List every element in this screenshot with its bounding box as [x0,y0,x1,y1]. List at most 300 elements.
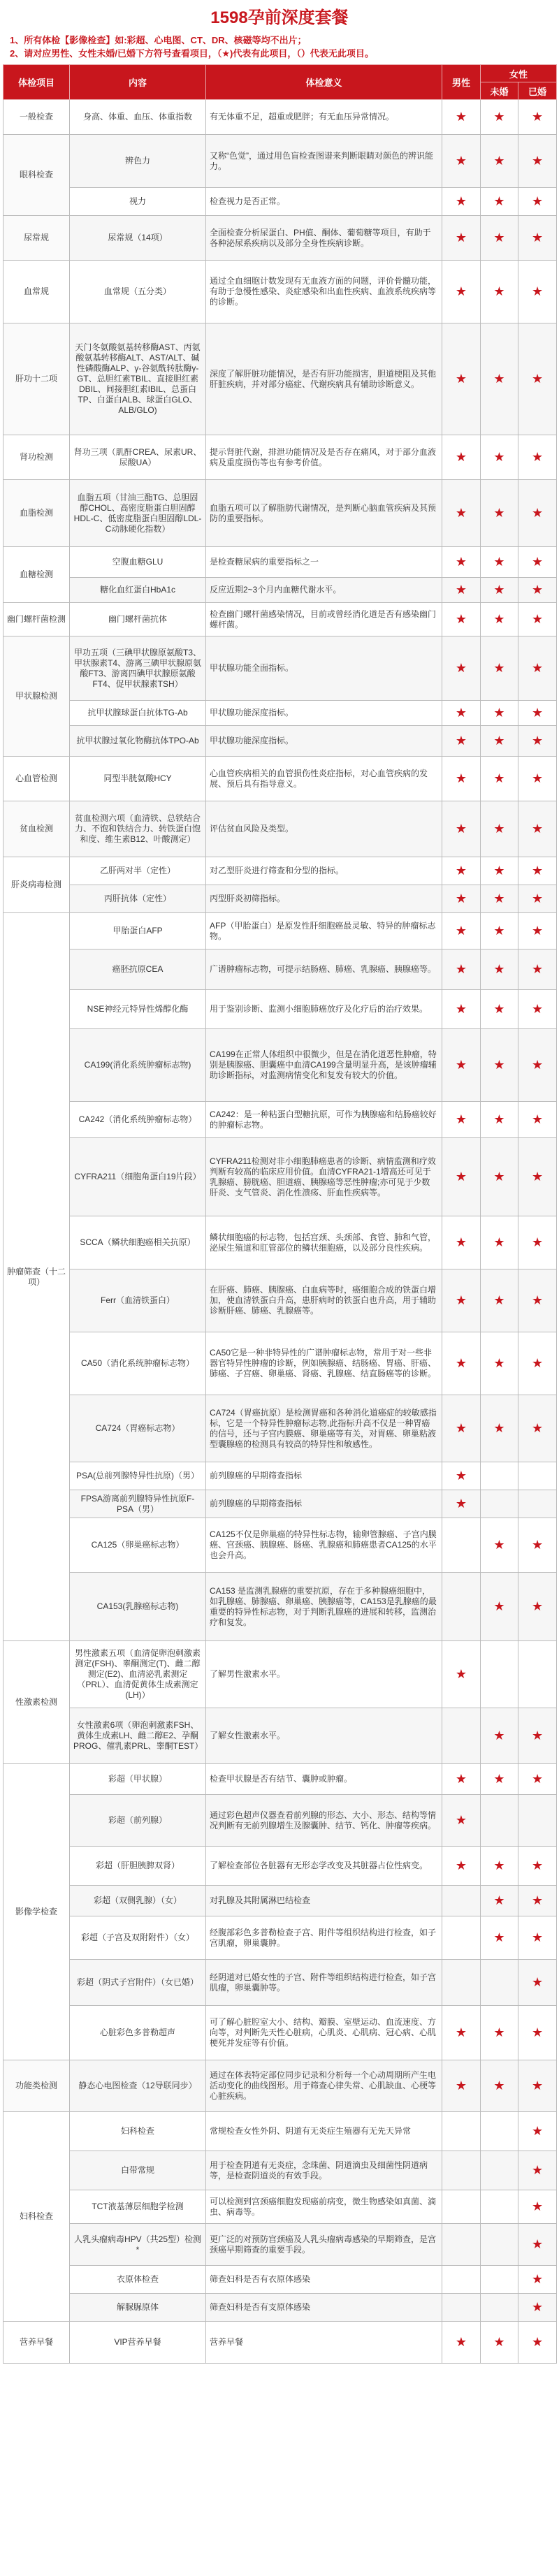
star-icon: ★ [518,1847,557,1886]
table-row [3,1518,557,1573]
star-icon: ★ [481,435,518,480]
category-cell: 一般检查 [3,100,70,135]
item-cell: 肾功三项（肌酐CREA、尿素UR、尿酸UA） [70,435,206,480]
star-icon: ★ [442,323,481,435]
table-row [3,2224,557,2266]
meaning-cell: 在肝癌、肺癌、胰腺癌、白血病等时，癌细胞合成的铁蛋白增加，使血清铁蛋白升高，患肝病时的铁蛋白也升高，用于辅助诊断肝癌、肺癌、乳腺癌等。 [206,1269,442,1332]
table-row [3,216,557,261]
meaning-cell: 丙型肝炎初筛指标。 [206,885,442,913]
meaning-cell: 用于检查阴道有无炎症，念珠菌、阴道滴虫及细菌性阴道病等，是检查阴道炎的有效手段。 [206,2151,442,2190]
table-row [3,636,557,701]
star-icon: ★ [518,885,557,913]
table-row [3,547,557,578]
table-row [3,1960,557,2006]
star-cell-male [442,2224,481,2266]
header-married: 已婚 [518,82,557,100]
meaning-cell: CA153 是监测乳腺癌的重要抗原，存在于多种腺癌细胞中，如乳腺癌、肺腺癌、卵巢癌、胰腺癌等，CA153是乳腺癌的最重要的特异性标志物，对于判断乳腺癌的进展和转移，监测治疗和复发。 [206,1573,442,1641]
star-icon: ★ [518,1216,557,1269]
category-cell: 妇科检查 [3,2112,70,2322]
table-row [3,913,557,949]
star-cell-female-married [518,1795,557,1847]
star-icon: ★ [442,2006,481,2060]
meaning-cell: AFP（甲胎蛋白）是原发性肝细胞癌最灵敏、特异的肿瘤标志物。 [206,913,442,949]
table-row [3,857,557,885]
note-1: 1、所有体检【影像检查】如:彩超、心电图、CT、DR、核磁等均不出片； [10,35,307,45]
table-row [3,757,557,801]
category-cell: 幽门螺杆菌检测 [3,603,70,636]
star-icon: ★ [518,801,557,857]
meaning-cell: 甲状腺功能深度指标。 [206,701,442,726]
table-row [3,1847,557,1886]
star-icon: ★ [481,480,518,547]
meaning-cell: 了解检查部位各脏器有无形态学改变及其脏器占位性病变。 [206,1847,442,1886]
star-cell-female-unmarried [481,1795,518,1847]
note-2: 2、请对应男性、女性未婚/已婚下方符号查看项目，（★)代表有此项目，（）代表无此项目。 [10,48,374,59]
item-cell: 女性激素6项（卵泡刺激素FSH、黄体生成素LH、雌二醇E2、孕酮PROG、催乳素PRL、睾酮TEST） [70,1708,206,1764]
table-row [3,1395,557,1462]
category-cell: 血脂检测 [3,480,70,547]
star-icon: ★ [442,913,481,949]
star-icon: ★ [442,435,481,480]
star-icon: ★ [481,1573,518,1641]
item-cell: NSE神经元特异性烯醇化酶 [70,990,206,1029]
star-icon: ★ [518,701,557,726]
star-icon: ★ [481,1395,518,1462]
meaning-cell: 经阴道对已婚女性的子宫、附件等组织结构进行检查，如子宫肌瘤，卵巢囊肿等。 [206,1960,442,2006]
meaning-cell: 广谱肿瘤标志物，可提示结肠癌、肺癌、乳腺癌、胰腺癌等。 [206,949,442,990]
table-row [3,1490,557,1518]
table-row [3,1641,557,1708]
star-icon: ★ [442,1764,481,1795]
category-cell: 肝功十二项 [3,323,70,435]
table-row [3,2294,557,2322]
star-icon: ★ [518,323,557,435]
category-cell: 贫血检测 [3,801,70,857]
star-icon: ★ [442,261,481,323]
star-icon: ★ [481,1518,518,1573]
item-cell: CA50（消化系统肿瘤标志物） [70,1332,206,1395]
star-icon: ★ [518,726,557,757]
header-female: 女性 [481,65,557,82]
item-cell: TCT液基薄层细胞学检测 [70,2190,206,2224]
star-icon: ★ [518,1029,557,1102]
star-cell-male [442,2112,481,2151]
star-icon: ★ [518,1102,557,1138]
star-icon: ★ [481,1886,518,1916]
item-cell: 男性激素五项（血清促卵泡刺激素测定(FSH)、睾酮测定(T)、雌二醇测定(E2)、血清泌乳素测定（PRL）、血清促黄体生成素测定(LH)） [70,1641,206,1708]
star-icon: ★ [481,1847,518,1886]
meaning-cell: CA50它是一种非特异性的广谱肿瘤标志物，常用于对一些非器官特异性肿瘤的诊断，例如胰腺癌、结肠癌、胃癌、肝癌、肺癌、子宫癌、卵巢癌、肾癌、乳腺癌、结直肠癌等的诊断。 [206,1332,442,1395]
star-icon: ★ [481,757,518,801]
table-row [3,701,557,726]
table-row [3,2190,557,2224]
star-icon: ★ [518,261,557,323]
star-icon: ★ [442,949,481,990]
item-cell: 甲胎蛋白AFP [70,913,206,949]
star-icon: ★ [518,949,557,990]
item-cell: 乙肝两对半（定性） [70,857,206,885]
item-cell: 抗甲状腺过氧化物酶抗体TPO-Ab [70,726,206,757]
category-cell: 眼科检查 [3,135,70,216]
star-cell-female-unmarried [481,1960,518,2006]
star-icon: ★ [518,1708,557,1764]
item-cell: 尿常规（14项） [70,216,206,261]
meaning-cell: 评估贫血风险及类型。 [206,801,442,857]
star-icon: ★ [442,1795,481,1847]
star-cell-female-unmarried [481,2112,518,2151]
star-icon: ★ [481,216,518,261]
table-row [3,1764,557,1795]
star-cell-female-unmarried [481,2151,518,2190]
item-cell: 彩超（肝胆胰脾双肾） [70,1847,206,1886]
star-icon: ★ [518,2322,557,2364]
star-icon: ★ [481,990,518,1029]
star-icon: ★ [442,1641,481,1708]
category-cell: 血常规 [3,261,70,323]
star-icon: ★ [518,578,557,603]
meaning-cell: 血脂五项可以了解脂肪代谢情况，是判断心脑血管疾病及其预防的重要指标。 [206,480,442,547]
table-row [3,2006,557,2060]
star-icon: ★ [518,2151,557,2190]
meaning-cell: 对乙型肝炎进行筛查和分型的指标。 [206,857,442,885]
star-icon: ★ [442,603,481,636]
meaning-cell: 又称“色觉”，通过用色盲检查图谱来判断眼睛对颜色的辨识能力。 [206,135,442,188]
star-icon: ★ [518,435,557,480]
table-row [3,1102,557,1138]
star-icon: ★ [481,2322,518,2364]
star-icon: ★ [442,1490,481,1518]
package-table [3,64,557,2364]
table-row [3,1029,557,1102]
header-content: 内容 [70,65,206,100]
item-cell: 糖化血红蛋白HbA1c [70,578,206,603]
star-icon: ★ [481,323,518,435]
star-icon: ★ [442,701,481,726]
star-icon: ★ [442,990,481,1029]
notes [3,32,556,64]
star-cell-female-married [518,1641,557,1708]
category-cell: 肝炎病毒检测 [3,857,70,913]
item-cell: 癌胚抗原CEA [70,949,206,990]
header-meaning: 体检意义 [206,65,442,100]
item-cell: CA125（卵巢癌标志物） [70,1518,206,1573]
star-icon: ★ [481,1916,518,1960]
category-cell: 营养早餐 [3,2322,70,2364]
star-cell-male [442,1573,481,1641]
star-icon: ★ [442,578,481,603]
star-icon: ★ [481,636,518,701]
meaning-cell: 通过在体表特定部位同步记录和分析每一个心动周期所产生电活动变化的曲线图形。用于筛查心律失常、心肌缺血、心梗等心脏疾病。 [206,2060,442,2112]
item-cell: 人乳头瘤病毒HPV（共25型）检测* [70,2224,206,2266]
table-row [3,1462,557,1490]
table-row [3,1886,557,1916]
star-icon: ★ [481,857,518,885]
category-cell: 甲状腺检测 [3,636,70,757]
item-cell: 辨色力 [70,135,206,188]
star-icon: ★ [518,1269,557,1332]
star-icon: ★ [481,726,518,757]
table-row [3,480,557,547]
meaning-cell: 通过全血细胞计数发现有无血液方面的问题，评价骨髓功能，有助于急慢性感染、炎症感染和出血性疾病、血液系统疾病等的诊断。 [206,261,442,323]
star-icon: ★ [481,2006,518,2060]
page-title: 1598孕前深度套餐 [210,8,349,27]
category-cell: 肾功检测 [3,435,70,480]
meaning-cell: CA724（胃癌抗原）是检测胃癌和各种消化道癌症的较敏感指标，它是一个特异性肿瘤标志物,此指标升高不仅是一种胃癌的信号，还与子宫内膜癌、卵巢癌等有关，对胃癌、卵巢粘液型囊腺癌的检测具有较高的特异性和敏感性。 [206,1395,442,1462]
star-icon: ★ [481,578,518,603]
star-icon: ★ [442,1395,481,1462]
star-cell-female-unmarried [481,2266,518,2294]
table-row [3,135,557,188]
meaning-cell: 反应近期2~3个月内血糖代谢水平。 [206,578,442,603]
item-cell: Ferr（血清铁蛋白） [70,1269,206,1332]
meaning-cell: CYFRA211检测对非小细胞肺癌患者的诊断、病情监测和疗效判断有较高的临床应用价值。血清CYFRA21-1增高还可见于乳腺癌、膀胱癌、胆道癌、胰腺癌等恶性肿瘤;亦可见于少数肝炎、支气管炎、消化性溃疡、肝血性疾病等。 [206,1138,442,1216]
star-icon: ★ [518,1332,557,1395]
meaning-cell: 有无体重不足，超重或肥胖；有无血压异常情况。 [206,100,442,135]
star-icon: ★ [442,480,481,547]
star-icon: ★ [518,2006,557,2060]
star-icon: ★ [442,100,481,135]
star-icon: ★ [442,188,481,216]
star-icon: ★ [442,1216,481,1269]
star-icon: ★ [518,1916,557,1960]
star-icon: ★ [442,636,481,701]
star-cell-female-married [518,1462,557,1490]
star-icon: ★ [481,603,518,636]
star-icon: ★ [442,2060,481,2112]
meaning-cell: 检查甲状腺是否有结节、囊肿或肿瘤。 [206,1764,442,1795]
star-icon: ★ [442,547,481,578]
star-icon: ★ [481,1708,518,1764]
header-male: 男性 [442,65,481,100]
meaning-cell: 检查幽门螺杆菌感染情况，目前或曾经消化道是否有感染幽门螺杆菌。 [206,603,442,636]
table-row [3,100,557,135]
table-row [3,1708,557,1764]
meaning-cell: CA242：是一种粘蛋白型糖抗原，可作为胰腺癌和结肠癌较好的肿瘤标志物。 [206,1102,442,1138]
item-cell: 幽门螺杆菌抗体 [70,603,206,636]
star-cell-male [442,1960,481,2006]
star-icon: ★ [518,216,557,261]
star-cell-male [442,1916,481,1960]
category-cell: 肿瘤筛查（十二项） [3,913,70,1641]
star-icon: ★ [518,100,557,135]
item-cell: 同型半胱氨酸HCY [70,757,206,801]
table-row [3,323,557,435]
star-icon: ★ [518,480,557,547]
table-row [3,2151,557,2190]
table-row [3,1795,557,1847]
meaning-cell: 是检查糖尿病的重要指标之一 [206,547,442,578]
item-cell: 彩超（双侧乳腺）（女） [70,1886,206,1916]
item-cell: 贫血检测六项（血清铁、总铁结合力、不饱和铁结合力、转铁蛋白饱和度、维生素B12、叶酸测定） [70,801,206,857]
star-icon: ★ [518,1764,557,1795]
table-row [3,885,557,913]
star-icon: ★ [518,1573,557,1641]
table-row [3,2266,557,2294]
star-icon: ★ [518,1395,557,1462]
star-icon: ★ [481,1102,518,1138]
star-icon: ★ [518,2060,557,2112]
star-cell-female-unmarried [481,2190,518,2224]
item-cell: 视力 [70,188,206,216]
item-cell: 衣原体检查 [70,2266,206,2294]
meaning-cell: CA199在正常人体组织中很微少，但是在消化道恶性肿瘤，特别是胰腺癌、胆囊癌中血清CA199含量明显升高，是该肿瘤辅助诊断指标，对监测病情变化和复发有较大的价值。 [206,1029,442,1102]
star-icon: ★ [518,135,557,188]
meaning-cell: 了解男性激素水平。 [206,1641,442,1708]
star-icon: ★ [481,801,518,857]
star-icon: ★ [442,135,481,188]
table-row [3,578,557,603]
star-icon: ★ [518,757,557,801]
item-cell: CA199(消化系统肿瘤标志物) [70,1029,206,1102]
star-icon: ★ [481,1332,518,1395]
meaning-cell: 了解女性激素水平。 [206,1708,442,1764]
star-icon: ★ [442,885,481,913]
meaning-cell: 筛查妇科是否有支原体感染 [206,2294,442,2322]
star-cell-male [442,1708,481,1764]
table-body [3,100,557,2364]
item-cell: PSA(总前列腺特异性抗原)（男） [70,1462,206,1490]
star-cell-female-unmarried [481,2224,518,2266]
star-icon: ★ [518,2294,557,2322]
meaning-cell: 可以检测到宫颈癌细胞发现癌前病变，微生物感染如真菌、滴虫、病毒等。 [206,2190,442,2224]
meaning-cell: 检查视力是否正常。 [206,188,442,216]
star-icon: ★ [518,2112,557,2151]
meaning-cell: 心血管疾病相关的血管损伤性炎症指标，对心血管疾病的发展、预后具有指导意义。 [206,757,442,801]
star-icon: ★ [518,1960,557,2006]
star-icon: ★ [481,547,518,578]
meaning-cell: 常规检查女性外阴、阴道有无炎症生殖器有无先天异常 [206,2112,442,2151]
star-cell-female-unmarried [481,1641,518,1708]
star-icon: ★ [442,801,481,857]
table-row [3,435,557,480]
meaning-cell: 营养早餐 [206,2322,442,2364]
star-icon: ★ [518,2266,557,2294]
star-cell-male [442,2266,481,2294]
star-icon: ★ [518,547,557,578]
table-row [3,1916,557,1960]
star-icon: ★ [481,188,518,216]
meaning-cell: 甲状腺功能深度指标。 [206,726,442,757]
meaning-cell: 对乳腺及其附属淋巴结检查 [206,1886,442,1916]
star-icon: ★ [518,857,557,885]
item-cell: 静态心电图检查（12导联同步） [70,2060,206,2112]
meaning-cell: 前列腺癌的早期筛查指标 [206,1490,442,1518]
item-cell: 血脂五项（甘油三酯TG、总胆固醇CHOL、高密度脂蛋白胆固醇HDL-C、低密度脂蛋白胆固醇LDL-C动脉硬化指数） [70,480,206,547]
star-icon: ★ [442,1462,481,1490]
item-cell: 身高、体重、血压、体重指数 [70,100,206,135]
star-icon: ★ [481,913,518,949]
star-icon: ★ [481,2060,518,2112]
table-row [3,1573,557,1641]
table-row [3,1332,557,1395]
star-icon: ★ [442,757,481,801]
table-row [3,949,557,990]
item-cell: CA242（消化系统肿瘤标志物） [70,1102,206,1138]
table-row [3,2322,557,2364]
meaning-cell: 甲状腺功能全面指标。 [206,636,442,701]
item-cell: 解脲脲原体 [70,2294,206,2322]
star-icon: ★ [481,701,518,726]
star-icon: ★ [518,636,557,701]
item-cell: FPSA游离前列腺特异性抗原F-PSA（男） [70,1490,206,1518]
item-cell: CYFRA211（细胞角蛋白19片段） [70,1138,206,1216]
item-cell: 彩超（甲状腺） [70,1764,206,1795]
item-cell: 白带常规 [70,2151,206,2190]
item-cell: 血常规（五分类） [70,261,206,323]
item-cell: VIP营养早餐 [70,2322,206,2364]
category-cell: 功能类检测 [3,2060,70,2112]
star-icon: ★ [442,726,481,757]
meaning-cell: 更广泛的对预防宫颈癌及人乳头瘤病毒感染的早期筛查，是宫颈癌早期筛查的重要手段。 [206,2224,442,2266]
table-row [3,603,557,636]
table-row [3,1216,557,1269]
category-cell: 影像学检查 [3,1764,70,2060]
star-icon: ★ [518,1138,557,1216]
meaning-cell: 经腹部彩色多普勒检查子宫、附件等组织结构进行检查，如子宫肌瘤，卵巢囊肿。 [206,1916,442,1960]
star-icon: ★ [481,135,518,188]
star-icon: ★ [481,949,518,990]
star-icon: ★ [481,1029,518,1102]
table-row [3,801,557,857]
meaning-cell: 深度了解肝脏功能情况，是否有肝功能损害，胆道梗阻及其他肝脏疾病，并对部分癌症、代谢疾病具有辅助诊断意义。 [206,323,442,435]
star-cell-male [442,2151,481,2190]
category-cell: 性激素检测 [3,1641,70,1764]
star-icon: ★ [481,1138,518,1216]
table-row [3,1138,557,1216]
star-icon: ★ [518,188,557,216]
star-cell-male [442,2190,481,2224]
table-row [3,1269,557,1332]
category-cell: 血糖检测 [3,547,70,603]
meaning-cell: CA125不仅是卵巢癌的特异性标志物，输卵管腺癌、子宫内膜癌、宫颈癌、胰腺癌、肠癌、乳腺癌和肺癌患者CA125的水平也会升高。 [206,1518,442,1573]
item-cell: CA153(乳腺癌标志物) [70,1573,206,1641]
meaning-cell: 提示肾脏代谢，排泄功能情况及是否存在痛风，对于部分血液病及重度损伤等也有参考价值。 [206,435,442,480]
star-cell-male [442,2294,481,2322]
item-cell: 天门冬氨酸氨基转移酶AST、丙氨酸氨基转移酶ALT、AST/ALT、碱性磷酸酶ALP、γ-谷氨酰转肽酶γ-GT、总胆红素TBIL、直接胆红素DBIL、间接胆红素IBIL、总蛋白TP、白蛋白ALB、球蛋白GLO、ALB/GLO) [70,323,206,435]
star-icon: ★ [481,885,518,913]
meaning-cell: 鳞状细胞癌的标志物，包括宫颈、头颈部、食管、肺和气管，泌尿生殖道和肛管部位的鳞状细胞癌，以及部分良性疾病。 [206,1216,442,1269]
item-cell: 甲功五项（三碘甲状腺原氨酸T3、甲状腺素T4、游离三碘甲状腺原氨酸FT3、游离四碘甲状腺原氨酸FT4、促甲状腺素TSH） [70,636,206,701]
star-icon: ★ [518,603,557,636]
meaning-cell: 用于鉴别诊断、监测小细胞肺癌放疗及化疗后的治疗效果。 [206,990,442,1029]
item-cell: 彩超（子宫及双附附件）（女） [70,1916,206,1960]
meaning-cell: 前列腺癌的早期筛查指标 [206,1462,442,1490]
item-cell: 抗甲状腺球蛋白抗体TG-Ab [70,701,206,726]
table-row [3,2112,557,2151]
star-icon: ★ [481,100,518,135]
star-icon: ★ [442,1269,481,1332]
star-icon: ★ [442,1138,481,1216]
star-icon: ★ [481,261,518,323]
star-icon: ★ [442,1847,481,1886]
category-cell: 心血管检测 [3,757,70,801]
star-cell-male [442,1886,481,1916]
table-row [3,261,557,323]
meaning-cell: 筛查妇科是否有衣原体感染 [206,2266,442,2294]
header-unmarried: 未婚 [481,82,518,100]
star-icon: ★ [442,1029,481,1102]
item-cell: 空腹血糖GLU [70,547,206,578]
meaning-cell: 通过彩色超声仪器查看前列腺的形态、大小、形态、结构等情况判断有无前列腺增生及腺囊肿、结节、钙化、肿瘤等疾病。 [206,1795,442,1847]
star-cell-female-unmarried [481,1490,518,1518]
star-cell-male [442,1518,481,1573]
star-cell-female-married [518,1490,557,1518]
item-cell: 彩超（前列腺） [70,1795,206,1847]
star-icon: ★ [481,1269,518,1332]
star-icon: ★ [518,913,557,949]
table-row [3,990,557,1029]
star-icon: ★ [518,2190,557,2224]
